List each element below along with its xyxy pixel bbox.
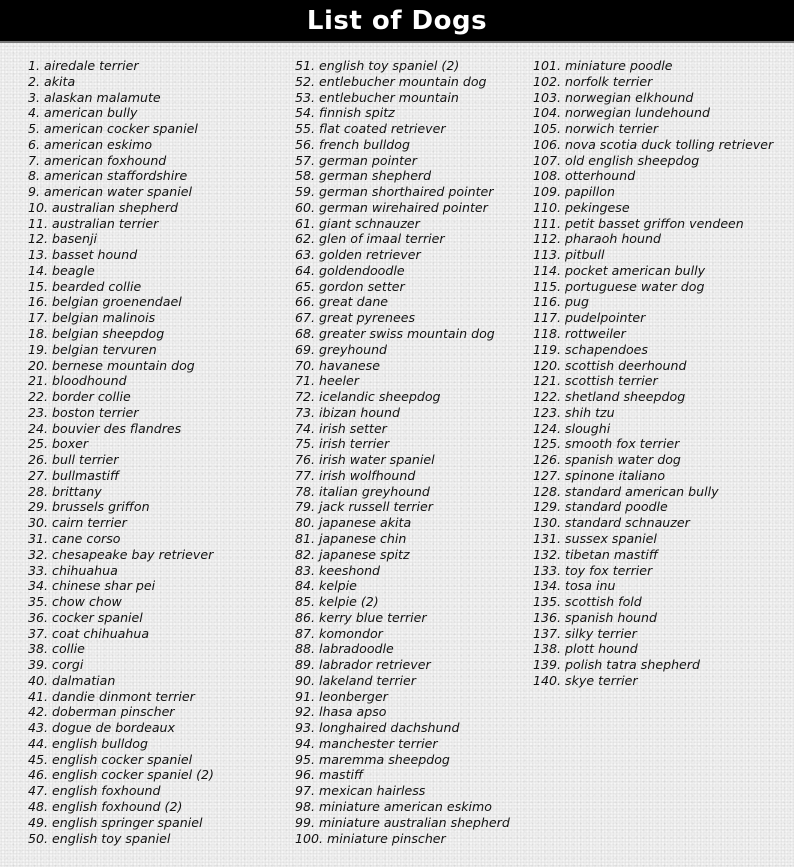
dog-list-item: 43. dogue de bordeaux	[28, 720, 175, 736]
dog-list-item: 58. german shepherd	[295, 168, 432, 184]
dog-list-item: 86. kerry blue terrier	[295, 609, 427, 625]
dog-list-item: 129. standard poodle	[533, 499, 668, 515]
dog-list-item: 125. smooth fox terrier	[533, 436, 680, 452]
dog-list-item: 105. norwich terrier	[533, 121, 659, 137]
dog-list-item: 102. norfolk terrier	[533, 73, 653, 89]
dog-list-item: 63. golden retriever	[295, 247, 421, 263]
dog-list-item: 103. norwegian elkhound	[533, 89, 694, 105]
dog-list-item: 123. shih tzu	[533, 404, 615, 420]
dog-list-item: 61. giant schnauzer	[295, 215, 420, 231]
dog-list-item: 110. pekingese	[533, 199, 630, 215]
dog-list-item: 135. scottish fold	[533, 594, 642, 610]
dog-list-item: 106. nova scotia duck tolling retriever	[533, 136, 774, 152]
dog-list-item: 15. bearded collie	[28, 278, 142, 294]
dog-list-item: 66. great dane	[295, 294, 389, 310]
dog-list-item: 93. longhaired dachshund	[295, 720, 460, 736]
page-title: List of Dogs	[306, 5, 488, 36]
dog-list-item: 101. miniature poodle	[533, 58, 673, 73]
dog-list-item: 111. petit basset griffon vendeen	[533, 215, 744, 231]
dog-list-item: 139. polish tatra shepherd	[533, 657, 700, 673]
dog-list-item: 13. basset hound	[28, 247, 138, 263]
dog-list-item: 48. english foxhound (2)	[28, 798, 183, 814]
dog-list-item: 69. greyhound	[295, 341, 388, 357]
dog-list-item: 87. komondor	[295, 625, 383, 641]
dog-list-item: 79. jack russell terrier	[295, 499, 433, 515]
dog-list-item: 3. alaskan malamute	[28, 89, 161, 105]
dog-list-item: 5. american cocker spaniel	[28, 121, 198, 137]
dog-list-item: 7. american foxhound	[28, 152, 167, 168]
dog-list-item: 36. cocker spaniel	[28, 609, 143, 625]
dog-list-item: 9. american water spaniel	[28, 184, 192, 200]
dog-list-item: 12. basenji	[28, 231, 98, 247]
dog-list-item: 53. entlebucher mountain	[295, 89, 459, 105]
dog-list-item: 78. italian greyhound	[295, 483, 430, 499]
dog-list-item: 119. schapendoes	[533, 341, 648, 357]
dog-list-item: 82. japanese spitz	[295, 546, 410, 562]
dog-list-item: 32. chesapeake bay retriever	[28, 546, 214, 562]
dog-list-item: 18. belgian sheepdog	[28, 326, 165, 342]
dog-list-item: 117. pudelpointer	[533, 310, 646, 326]
dog-list-item: 126. spanish water dog	[533, 452, 681, 468]
dog-list-item: 134. tosa inu	[533, 578, 616, 594]
dog-list-item: 107. old english sheepdog	[533, 152, 700, 168]
dog-list-item: 41. dandie dinmont terrier	[28, 688, 195, 704]
dog-list-item: 90. lakeland terrier	[295, 672, 416, 688]
dog-list-item: 24. bouvier des flandres	[28, 420, 182, 436]
dog-list-item: 14. beagle	[28, 262, 95, 278]
dog-list-item: 130. standard schnauzer	[533, 515, 690, 531]
dog-list-item: 59. german shorthaired pointer	[295, 184, 494, 200]
dog-list-item: 20. bernese mountain dog	[28, 357, 195, 373]
dog-list-item: 50. english toy spaniel	[28, 830, 171, 846]
dog-list-item: 10. australian shepherd	[28, 199, 179, 215]
dog-list-item: 133. toy fox terrier	[533, 562, 653, 578]
dog-list-item: 83. keeshond	[295, 562, 381, 578]
dog-list-column-3	[533, 58, 773, 689]
dog-list-item: 29. brussels griffon	[28, 499, 150, 515]
dog-list-item: 34. chinese shar pei	[28, 578, 156, 594]
dog-list-item: 35. chow chow	[28, 594, 122, 610]
dog-list-item: 76. irish water spaniel	[295, 452, 435, 468]
dog-list-item: 40. dalmatian	[28, 672, 116, 688]
dog-list-item: 54. finnish spitz	[295, 105, 395, 121]
dog-list-item: 128. standard american bully	[533, 483, 719, 499]
dog-list-item: 21. bloodhound	[28, 373, 127, 389]
dog-list-item: 109. papillon	[533, 184, 615, 200]
dog-list-item: 131. sussex spaniel	[533, 530, 657, 546]
dog-list-item: 51. english toy spaniel (2)	[295, 58, 460, 73]
dog-list-item: 70. havanese	[295, 357, 380, 373]
dog-list-item: 28. brittany	[28, 483, 102, 499]
dog-list-item: 72. icelandic sheepdog	[295, 389, 441, 405]
dog-list-item: 94. manchester terrier	[295, 735, 438, 751]
dog-list-item: 60. german wirehaired pointer	[295, 199, 488, 215]
dog-list-item: 45. english cocker spaniel	[28, 751, 193, 767]
dog-list-item: 6. american eskimo	[28, 136, 153, 152]
dog-list-item: 99. miniature australian shepherd	[295, 814, 510, 830]
dog-list-item: 127. spinone italiano	[533, 467, 666, 483]
dog-list-item: 68. greater swiss mountain dog	[295, 326, 495, 342]
dog-list-item: 95. maremma sheepdog	[295, 751, 450, 767]
dog-list-item: 56. french bulldog	[295, 136, 410, 152]
dog-list-item: 46. english cocker spaniel (2)	[28, 767, 214, 783]
dog-list-item: 11. australian terrier	[28, 215, 159, 231]
dog-list-item: 138. plott hound	[533, 641, 638, 657]
dog-list-item: 25. boxer	[28, 436, 89, 452]
dog-list-item: 140. skye terrier	[533, 672, 638, 688]
dog-list-item: 27. bullmastiff	[28, 467, 120, 483]
dog-list-item: 75. irish terrier	[295, 436, 390, 452]
dog-list-item: 44. english bulldog	[28, 735, 148, 751]
dog-list-item: 80. japanese akita	[295, 515, 412, 531]
dog-list-item: 31. cane corso	[28, 530, 121, 546]
dog-list-item: 26. bull terrier	[28, 452, 119, 468]
dog-list-item: 65. gordon setter	[295, 278, 405, 294]
dog-list-item: 37. coat chihuahua	[28, 625, 150, 641]
dog-list-item: 67. great pyrenees	[295, 310, 416, 326]
dog-list-item: 92. lhasa apso	[295, 704, 387, 720]
dog-list-item: 22. border collie	[28, 389, 131, 405]
dog-list-item: 49. english springer spaniel	[28, 814, 203, 830]
dog-list-item: 64. goldendoodle	[295, 262, 405, 278]
dog-list-item: 100. miniature pinscher	[295, 830, 446, 846]
dog-list-item: 108. otterhound	[533, 168, 636, 184]
dog-list-item: 39. corgi	[28, 657, 84, 673]
dog-list-item: 52. entlebucher mountain dog	[295, 73, 487, 89]
dog-list-item: 97. mexican hairless	[295, 783, 426, 799]
dog-list-item: 8. american staffordshire	[28, 168, 188, 184]
dog-list-item: 118. rottweiler	[533, 326, 626, 342]
dog-list-item: 77. irish wolfhound	[295, 467, 416, 483]
dog-list-item: 4. american bully	[28, 105, 138, 121]
dog-list-item: 115. portuguese water dog	[533, 278, 705, 294]
dog-list-item: 1. airedale terrier	[28, 58, 139, 73]
dog-list-item: 121. scottish terrier	[533, 373, 658, 389]
dog-list-item: 85. kelpie (2)	[295, 594, 379, 610]
dog-list-item: 124. sloughi	[533, 420, 611, 436]
dog-list-item: 98. miniature american eskimo	[295, 798, 492, 814]
dog-list-item: 47. english foxhound	[28, 783, 161, 799]
dog-list-item: 57. german pointer	[295, 152, 417, 168]
dog-list-item: 137. silky terrier	[533, 625, 637, 641]
dog-list-item: 23. boston terrier	[28, 404, 139, 420]
dog-list-item: 91. leonberger	[295, 688, 388, 704]
dog-list-item: 2. akita	[28, 73, 76, 89]
dog-list-item: 62. glen of imaal terrier	[295, 231, 445, 247]
dog-list-item: 74. irish setter	[295, 420, 387, 436]
dog-list-item: 104. norwegian lundehound	[533, 105, 711, 121]
dog-list-item: 73. ibizan hound	[295, 404, 400, 420]
dog-list-item: 136. spanish hound	[533, 609, 657, 625]
dog-list-item: 88. labradoodle	[295, 641, 394, 657]
dog-list-item: 96. mastiff	[295, 767, 364, 783]
title-bar	[0, 0, 794, 43]
dog-list-item: 122. shetland sheepdog	[533, 389, 686, 405]
dog-list-item: 116. pug	[533, 294, 590, 310]
dog-list-item: 33. chihuahua	[28, 562, 118, 578]
dog-list-item: 112. pharaoh hound	[533, 231, 661, 247]
dog-list-item: 81. japanese chin	[295, 530, 407, 546]
dog-list-item: 17. belgian malinois	[28, 310, 156, 326]
dog-list-item: 38. collie	[28, 641, 85, 657]
dog-list-item: 132. tibetan mastiff	[533, 546, 658, 562]
dog-list-item: 71. heeler	[295, 373, 359, 389]
dog-list-item: 113. pitbull	[533, 247, 605, 263]
dog-list-item: 42. doberman pinscher	[28, 704, 175, 720]
dog-list-column-1	[28, 58, 214, 846]
dog-list-item: 55. flat coated retriever	[295, 121, 446, 137]
dog-list-column-2	[295, 58, 510, 846]
dog-list-item: 120. scottish deerhound	[533, 357, 687, 373]
dog-list-item: 30. cairn terrier	[28, 515, 127, 531]
dog-list-item: 19. belgian tervuren	[28, 341, 157, 357]
dog-list-item: 114. pocket american bully	[533, 262, 706, 278]
dog-list-item: 89. labrador retriever	[295, 657, 431, 673]
dog-list-item: 84. kelpie	[295, 578, 357, 594]
dog-list-item: 16. belgian groenendael	[28, 294, 182, 310]
